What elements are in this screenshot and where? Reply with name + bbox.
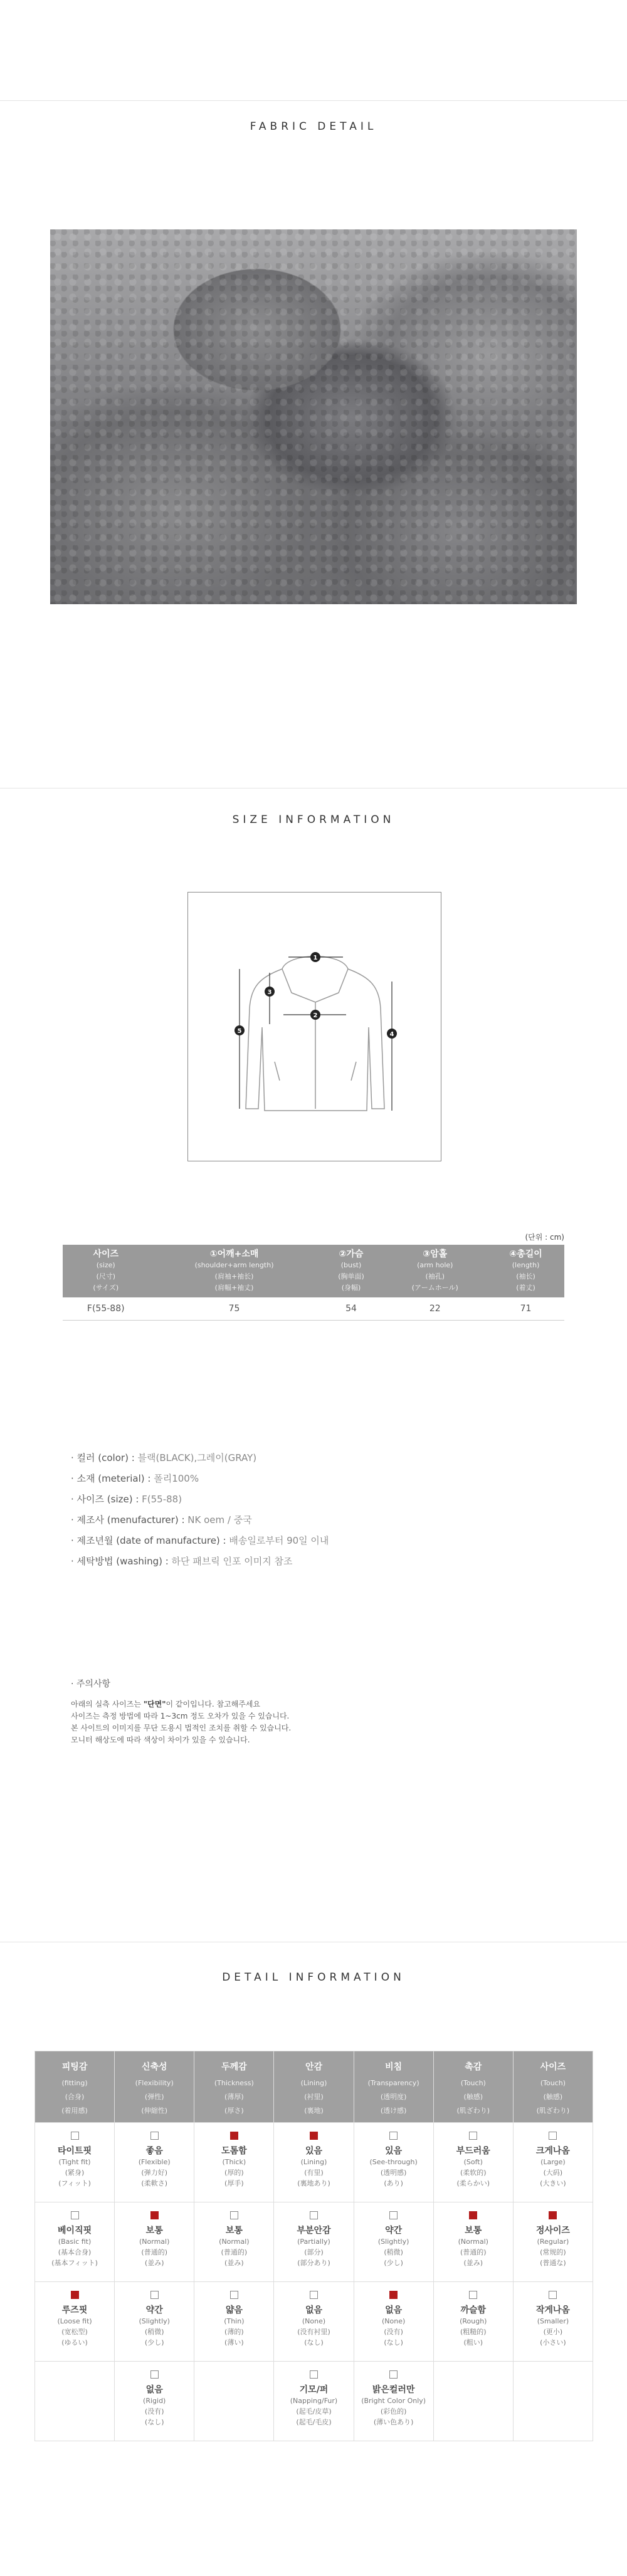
notice-heading: · 주의사항 [71, 1679, 110, 1689]
marker-3-label: 3 [267, 989, 272, 996]
detail-option: 작게나옴 (Smaller) (更小) (小さい) [514, 2282, 593, 2362]
option-checkbox [389, 2211, 398, 2219]
fabric-photo [50, 229, 577, 604]
notice-line: 사이즈는 측정 방법에 따라 1~3cm 정도 오차가 있을 수 있습니다. [71, 1712, 290, 1720]
option-checkbox [71, 2291, 79, 2299]
detail-option: 기모/퍼 (Napping/Fur) (起毛/皮草) (起毛/毛皮) [274, 2362, 354, 2441]
info-date: · 제조년월 (date of manufacture) : 배송일로부터 90일 이내 [71, 1535, 329, 1546]
detail-option: 도톰함 (Thick) (厚的) (厚手) [194, 2123, 274, 2202]
detail-option: 루즈핏 (Loose fit) (宽松型) (ゆるい) [35, 2282, 115, 2362]
option-checkbox [310, 2211, 318, 2219]
detail-empty-cell [35, 2362, 115, 2441]
option-checkbox [310, 2132, 318, 2140]
option-checkbox [230, 2211, 238, 2219]
option-checkbox [469, 2291, 477, 2299]
cell-size: F(55-88) [63, 1297, 149, 1321]
detail-header: 사이즈 (Touch) (触感) (肌ざわり) [514, 2051, 593, 2123]
header-bust: ②가슴 (bust) (胸单面) (身幅) [320, 1245, 383, 1297]
detail-header: 두께감 (Thickness) (薄厚) (厚さ) [194, 2051, 274, 2123]
header-shoulder-arm: ①어깨+소매 (shoulder+arm length) (肩袖+袖长) (肩幅+袖丈) [149, 1245, 320, 1297]
marker-4-label: 4 [389, 1031, 394, 1038]
detail-option: 보통 (Normal) (普通的) (並み) [194, 2202, 274, 2282]
detail-information-title: DETAIL INFORMATION [222, 1971, 405, 1984]
info-manufacturer: · 제조사 (menufacturer) : NK oem / 중국 [71, 1514, 252, 1526]
info-color: · 컬러 (color) : 블랙(BLACK),그레이(GRAY) [71, 1452, 257, 1463]
header-size: 사이즈 (size) (尺寸) (サイズ) [63, 1245, 149, 1297]
marker-2-label: 2 [313, 1012, 318, 1019]
detail-option: 얇음 (Thin) (薄的) (薄い) [194, 2282, 274, 2362]
option-checkbox [469, 2211, 477, 2219]
detail-option: 밝은컬러만 (Bright Color Only) (彩色的) (薄い色あり) [354, 2362, 434, 2441]
detail-option: 있음 (See-through) (透明感) (あり) [354, 2123, 434, 2202]
detail-option: 부분안감 (Partially) (部分) (部分あり) [274, 2202, 354, 2282]
info-material: · 소재 (meterial) : 폴리100% [71, 1473, 199, 1484]
option-checkbox [71, 2211, 79, 2219]
notice-section [71, 1677, 291, 1746]
detail-option: 약간 (Slightly) (稍微) (少し) [115, 2282, 194, 2362]
cell-length: 71 [487, 1297, 564, 1321]
size-table-header [63, 1245, 564, 1297]
fabric-detail-title: FABRIC DETAIL [250, 120, 377, 133]
header-length: ④총길이 (length) (袖长) (着丈) [487, 1245, 564, 1297]
table-row [63, 1297, 564, 1321]
option-checkbox [389, 2370, 398, 2379]
option-checkbox [549, 2211, 557, 2219]
option-checkbox [389, 2132, 398, 2140]
header-armhole: ③암홀 (arm hole) (袖孔) (アームホール) [382, 1245, 487, 1297]
detail-option: 있음 (Lining) (有里) (裏地あり) [274, 2123, 354, 2202]
marker-5-label: 5 [237, 1028, 242, 1035]
detail-header: 비침 (Transparency) (透明度) (透け感) [354, 2051, 434, 2123]
detail-option: 부드러움 (Soft) (柔软的) (柔らかい) [434, 2123, 514, 2202]
product-info [71, 1448, 329, 1572]
detail-empty-cell [434, 2362, 514, 2441]
detail-header: 피팅감 (fitting) (合身) (着用感) [35, 2051, 115, 2123]
info-size: · 사이즈 (size) : F(55-88) [71, 1494, 182, 1505]
option-checkbox [230, 2291, 238, 2299]
detail-option: 타이트핏 (Tight fit) (紧身) (フィット) [35, 2123, 115, 2202]
option-checkbox [71, 2132, 79, 2140]
detail-option: 보통 (Normal) (普通的) (並み) [115, 2202, 194, 2282]
detail-option: 정사이즈 (Regular) (常规的) (普通な) [514, 2202, 593, 2282]
size-information-title: SIZE INFORMATION [232, 814, 395, 826]
info-washing: · 세탁방법 (washing) : 하단 패브릭 인포 이미지 참조 [71, 1556, 293, 1567]
detail-option: 없음 (None) (没有) (なし) [354, 2282, 434, 2362]
marker-1-label: 1 [313, 955, 318, 961]
option-checkbox [150, 2291, 159, 2299]
detail-header: 신축성 (Flexibility) (弹性) (伸縮性) [115, 2051, 194, 2123]
detail-option: 좋음 (Flexible) (弹力好) (柔軟さ) [115, 2123, 194, 2202]
detail-option: 보통 (Normal) (普通的) (並み) [434, 2202, 514, 2282]
detail-option: 없음 (Rigid) (没有) (なし) [115, 2362, 194, 2441]
size-table [63, 1245, 564, 1321]
cell-armhole: 22 [382, 1297, 487, 1321]
option-checkbox [469, 2132, 477, 2140]
option-checkbox [549, 2132, 557, 2140]
option-checkbox [549, 2291, 557, 2299]
detail-header: 촉감 (Touch) (触感) (肌ざわり) [434, 2051, 514, 2123]
detail-option: 베이직핏 (Basic fit) (基本合身) (基本フィット) [35, 2202, 115, 2282]
detail-option: 크게나옴 (Large) (大码) (大きい) [514, 2123, 593, 2202]
size-diagram [187, 892, 441, 1161]
top-divider [0, 100, 627, 101]
notice-line: 아래의 실측 사이즈는 "단면"이 같이입니다. 참고해주세요 [71, 1700, 261, 1709]
detail-option: 없음 (None) (没有衬里) (なし) [274, 2282, 354, 2362]
notice-line: 본 사이트의 이미지를 무단 도용시 법적인 조치를 취할 수 있습니다. [71, 1724, 292, 1732]
option-checkbox [150, 2211, 159, 2219]
detail-option: 까슬함 (Rough) (粗糙的) (粗い) [434, 2282, 514, 2362]
cell-bust: 54 [320, 1297, 383, 1321]
option-checkbox [150, 2370, 159, 2379]
option-checkbox [389, 2291, 398, 2299]
detail-header: 안감 (Lining) (衬里) (裏地) [274, 2051, 354, 2123]
option-checkbox [310, 2370, 318, 2379]
detail-empty-cell [194, 2362, 274, 2441]
cell-shoulder-arm: 75 [149, 1297, 320, 1321]
unit-label: (단위 : cm) [525, 1233, 564, 1242]
detail-option: 약간 (Slightly) (稍微) (少し) [354, 2202, 434, 2282]
notice-line: 모니터 해상도에 따라 색상이 차이가 있을 수 있습니다. [71, 1736, 250, 1744]
option-checkbox [150, 2132, 159, 2140]
option-checkbox [230, 2132, 238, 2140]
detail-grid [34, 2051, 593, 2441]
detail-empty-cell [514, 2362, 593, 2441]
option-checkbox [310, 2291, 318, 2299]
